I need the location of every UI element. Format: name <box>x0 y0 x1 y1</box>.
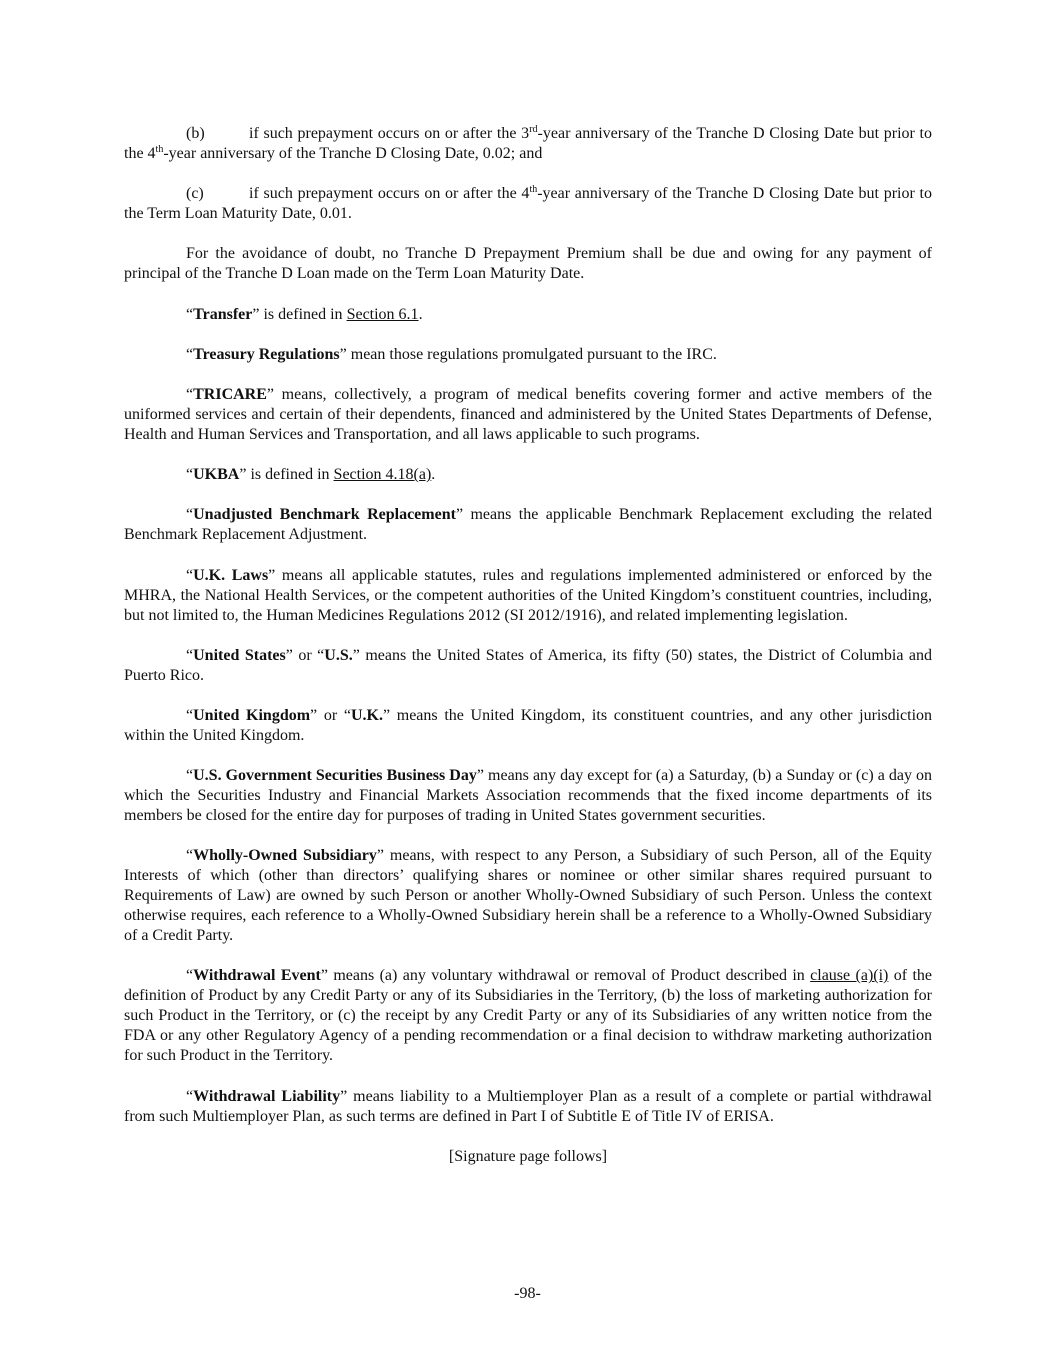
clause-label: (b) <box>186 125 205 142</box>
text-segment: ” means the United States of America, its fifty (50) states, the District of Columbia and Puerto Rico. <box>124 646 933 684</box>
definition-paragraph <box>124 966 932 1066</box>
defined-term: TRICARE <box>193 385 267 403</box>
text-segment: ” means the United Kingdom, its constituent countries, and any other jurisdiction within the United Kingdom. <box>124 706 933 744</box>
definition-paragraph <box>124 766 932 826</box>
text-segment: “ <box>186 646 194 664</box>
definition-paragraph <box>124 706 932 746</box>
cross-reference: Section 6.1 <box>346 305 419 323</box>
text-segment: if such prepayment occurs on or after the 3 <box>249 125 530 142</box>
text-segment: “ <box>186 566 194 584</box>
defined-term: Unadjusted Benchmark Replacement <box>193 506 456 524</box>
text-segment: ” means liability to a Multiemployer Plan as a result of a complete or partial withdrawal from such Multiemployer Plan, as such terms are defined in Part I of Subtitle E of Title IV of ERISA. <box>124 1087 932 1125</box>
definition-paragraph <box>124 345 932 365</box>
clause-paragraph <box>124 184 932 224</box>
ordinal-suffix: rd <box>529 124 538 135</box>
text-segment: ” means, with respect to any Person, a Subsidiary of such Person, all of the Equity Interests of which (other than directors’ qualifying shares or nominee or other similar shares required pursuant to Requirements of Law) are owned by such Person or another Wholly-Owned Subsidiary of such Person. Unless the context otherwise requires, each reference to a Wholly-Owned Subsidiary herein shall be a reference to a Wholly-Owned Subsidiary of a Credit Party. <box>124 847 932 945</box>
definition-paragraph <box>124 1087 932 1127</box>
text-segment: ” mean those regulations promulgated pursuant to the IRC. <box>339 345 717 363</box>
text-segment: [Signature page follows] <box>448 1147 608 1165</box>
text-segment: ” is defined in <box>239 466 334 484</box>
definition-paragraph <box>124 566 932 626</box>
definition-paragraph <box>124 244 932 284</box>
defined-term: Withdrawal Liability <box>193 1087 341 1105</box>
text-segment: ” means any day except for (a) a Saturday, (b) a Sunday or (c) a day on which the Securities Industry and Financial Markets Association recommends that the fixed income departments of its members be closed for the entire day for purposes of trading in United States government securities. <box>124 767 933 825</box>
text-segment: “ <box>186 706 194 724</box>
defined-term: U.K. Laws <box>193 566 269 584</box>
defined-term: U.S. <box>324 646 353 664</box>
text-segment: “ <box>186 767 194 785</box>
text-segment: For the avoidance of doubt, no Tranche D Prepayment Premium shall be due and owing for any payment of principal of the Tranche D Loan made on the Term Loan Maturity Date. <box>124 245 932 283</box>
text-segment: ” or “ <box>310 706 351 724</box>
defined-term: U.K. <box>350 706 383 724</box>
clause-paragraph <box>124 124 932 164</box>
cross-reference: Section 4.18(a) <box>333 466 432 484</box>
page-number: -98- <box>514 1285 541 1302</box>
clause-label: (c) <box>186 185 204 203</box>
text-segment: -year anniversary of the Tranche D Closing Date, 0.02; and <box>163 145 543 162</box>
definition-paragraph <box>124 385 932 445</box>
defined-term: United Kingdom <box>193 706 311 724</box>
text-segment: “ <box>186 385 194 403</box>
ordinal-suffix: th <box>155 144 164 155</box>
definition-paragraph <box>124 465 932 485</box>
text-segment: -year anniversary of the Tranche D Closing Date but prior to the 4 <box>124 125 933 162</box>
text-segment: “ <box>186 506 194 524</box>
text-segment: “ <box>186 345 194 363</box>
document-page <box>124 124 932 1187</box>
signature-note <box>124 1147 932 1167</box>
defined-term: Transfer <box>193 305 253 323</box>
defined-term: U.S. Government Securities Business Day <box>193 767 477 785</box>
definition-paragraph <box>124 305 932 325</box>
text-segment: -year anniversary of the Tranche D Closing Date but prior to the Term Loan Maturity Date, 0.01. <box>124 185 933 223</box>
text-segment: ” means the applicable Benchmark Replacement excluding the related Benchmark Replacement Adjustment. <box>124 506 932 544</box>
text-segment: “ <box>186 305 194 323</box>
text-segment: “ <box>186 466 194 484</box>
text-segment: if such prepayment occurs on or after the 4 <box>249 185 530 203</box>
defined-term: Withdrawal Event <box>193 967 321 985</box>
definition-paragraph <box>124 846 932 946</box>
text-segment: ” means (a) any voluntary withdrawal or removal of Product described in <box>320 967 811 985</box>
text-segment: “ <box>186 1087 194 1105</box>
defined-term: Wholly-Owned Subsidiary <box>193 847 377 865</box>
text-segment: . <box>418 305 423 323</box>
definition-paragraph <box>124 505 932 545</box>
text-segment: ” means, collectively, a program of medical benefits covering former and active members of the uniformed services and certain of their dependents, financed and administered by the United States Departments of Defense, Health and Human Services and Transportation, and all laws applicable to such programs. <box>124 385 932 443</box>
defined-term: Treasury Regulations <box>193 345 340 363</box>
defined-term: United States <box>193 646 286 664</box>
text-segment: ” is defined in <box>252 305 347 323</box>
ordinal-suffix: th <box>529 184 538 196</box>
text-segment: “ <box>186 967 194 985</box>
cross-reference: clause (a)(i) <box>810 967 889 985</box>
text-segment: . <box>431 466 436 484</box>
defined-term: UKBA <box>193 466 240 484</box>
text-segment: “ <box>186 847 194 865</box>
text-segment: ” means all applicable statutes, rules and regulations implemented administered or enforced by the MHRA, the National Health Services, or the competent authorities of the United Kingdom’s constituent countries, including, but not limited to, the Human Medicines Regulations 2012 (SI 2012/1916), and related implementing legislation. <box>124 566 932 624</box>
text-segment: ” or “ <box>285 646 325 664</box>
definition-paragraph <box>124 646 932 686</box>
text-segment: of the definition of Product by any Credit Party or any of its Subsidiaries in the Territory, (b) the loss of marketing authorization for such Product in the Territory, or (c) the receipt by any Credit Party or any of its Subsidiaries of any written notice from the FDA or any other Regulatory Agency of a pending recommendation or a final decision to withdraw marketing authorization for such Product in the Territory. <box>124 967 933 1065</box>
